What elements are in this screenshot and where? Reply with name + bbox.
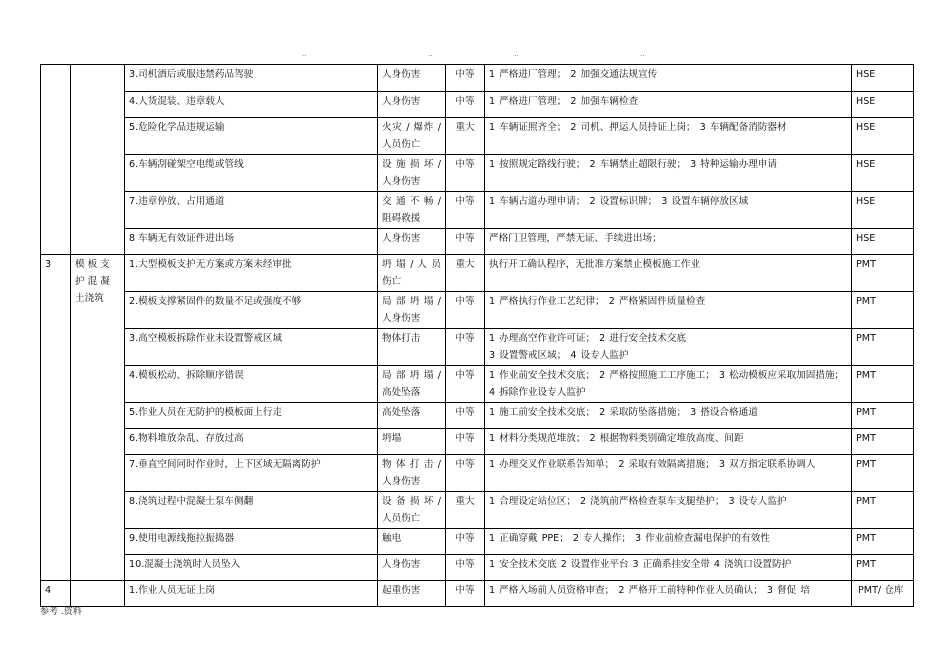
control-measures-cell: 1 车辆占道办理申请； 2 设置标识牌； 3 设置车辆停放区域 (485, 192, 852, 229)
table-row (41, 429, 914, 455)
control-measures-cell: 1 作业前安全技术交底； 2 严格按照施工工序施工； 3 松动模板应采取加固措施； 4 拆除作业设专人监护 (485, 366, 852, 403)
control-measures-cell: 1 施工前安全技术交底； 2 采取防坠落措施； 3 搭设合格通道 (485, 403, 852, 429)
header-mark: .. (640, 50, 645, 58)
hazard-cell: 7.违章停放、占用通道 (125, 192, 378, 229)
item-number-cell: 4 (41, 581, 71, 607)
table-row (41, 492, 914, 529)
table-row (41, 155, 914, 192)
hazard-cell: 1.大型模板支护无方案或方案未经审批 (125, 255, 378, 292)
accident-type-cell: 人身伤害 (378, 92, 446, 118)
table-row (41, 366, 914, 403)
hazard-cell: 7.垂直空间同时作业时，上下区域无隔离防护 (125, 455, 378, 492)
control-measures-cell: 1 严格进厂管理； 2 加强车辆检查 (485, 92, 852, 118)
control-measures-cell: 1 严格进厂管理； 2 加强交通法规宣传 (485, 65, 852, 92)
risk-level-cell: 中等 (446, 192, 485, 229)
table-row (41, 555, 914, 581)
header-mark: .. (514, 50, 519, 58)
hazard-cell: 3.司机酒后或服违禁药品驾驶 (125, 65, 378, 92)
responsible-dept-cell: PMT (852, 403, 914, 429)
table-row (41, 292, 914, 329)
header-marks (0, 50, 950, 58)
table-row (41, 455, 914, 492)
table-row (41, 255, 914, 292)
responsible-dept-cell: PMT/ 仓库 (852, 581, 914, 607)
accident-type-cell: 局 部 坍 塌 / 人身伤害 (378, 292, 446, 329)
control-measures-cell: 1 正确穿戴 PPE； 2 专人操作； 3 作业前检查漏电保护的有效性 (485, 529, 852, 555)
responsible-dept-cell: PMT (852, 255, 914, 292)
control-measures-cell: 1 车辆证照齐全； 2 司机、押运人员持证上岗； 3 车辆配备消防器材 (485, 118, 852, 155)
accident-type-cell: 火灾 / 爆炸 / 人员伤亡 (378, 118, 446, 155)
accident-type-cell: 设 施 损 坏 / 人身伤害 (378, 155, 446, 192)
accident-type-cell: 人身伤害 (378, 555, 446, 581)
risk-level-cell: 重大 (446, 118, 485, 155)
hazard-cell: 3.高空模板拆除作业未设置警戒区域 (125, 329, 378, 366)
accident-type-cell: 物体打击 (378, 329, 446, 366)
item-number-cell (41, 65, 71, 255)
risk-level-cell: 中等 (446, 229, 485, 255)
accident-type-cell: 物 体 打 击 / 人身伤害 (378, 455, 446, 492)
control-measures-cell: 1 安全技术交底 2 设置作业平台 3 正确系挂安全带 4 浇筑口设置防护 (485, 555, 852, 581)
section-name-cell (71, 65, 125, 255)
responsible-dept-cell: HSE (852, 92, 914, 118)
accident-type-cell: 人身伤害 (378, 65, 446, 92)
control-measures-cell: 1 合理设定站位区； 2 浇筑前严格检查泵车支腿垫护； 3 设专人监护 (485, 492, 852, 529)
control-measures-cell: 1 按照规定路线行驶； 2 车辆禁止超限行驶； 3 特种运输办理申请 (485, 155, 852, 192)
control-measures-cell: 1 严格执行作业工艺纪律； 2 严格紧固件质量检查 (485, 292, 852, 329)
hazard-cell: 6.物料堆放杂乱、存放过高 (125, 429, 378, 455)
responsible-dept-cell: HSE (852, 192, 914, 229)
header-mark: .. (428, 50, 433, 58)
responsible-dept-cell: HSE (852, 118, 914, 155)
control-measures-cell: 1 办理高空作业许可证； 2 进行安全技术交底 3 设置警戒区域； 4 设专人监护 (485, 329, 852, 366)
risk-level-cell: 中等 (446, 529, 485, 555)
control-measures-cell: 1 办理交叉作业联系告知单； 2 采取有效隔离措施； 3 双方指定联系协调人 (485, 455, 852, 492)
risk-level-cell: 中等 (446, 65, 485, 92)
hazard-cell: 1.作业人员无证上岗 (125, 581, 378, 607)
table-row (41, 192, 914, 229)
accident-type-cell: 局 部 坍 塌 / 高处坠落 (378, 366, 446, 403)
hazard-cell: 8.浇筑过程中混凝土泵车侧翻 (125, 492, 378, 529)
responsible-dept-cell: HSE (852, 229, 914, 255)
table-row (41, 529, 914, 555)
accident-type-cell: 高处坠落 (378, 403, 446, 429)
responsible-dept-cell: PMT (852, 292, 914, 329)
accident-type-cell: 坍 塌 / 人 员 伤亡 (378, 255, 446, 292)
control-measures-cell: 1 材料分类规范堆放； 2 根据物料类别确定堆放高度、间距 (485, 429, 852, 455)
responsible-dept-cell: PMT (852, 366, 914, 403)
accident-type-cell: 触电 (378, 529, 446, 555)
risk-level-cell: 中等 (446, 329, 485, 366)
accident-type-cell: 坍塌 (378, 429, 446, 455)
accident-type-cell: 设 备 损 坏 / 人员伤亡 (378, 492, 446, 529)
risk-table-body (41, 65, 914, 607)
hazard-cell: 8 车辆无有效证件进出场 (125, 229, 378, 255)
risk-level-cell: 中等 (446, 581, 485, 607)
risk-level-cell: 中等 (446, 92, 485, 118)
risk-level-cell: 中等 (446, 429, 485, 455)
header-mark: .. (302, 50, 307, 58)
hazard-cell: 4.人货混装、违章载人 (125, 92, 378, 118)
control-measures-cell: 执行开工确认程序，无批准方案禁止模板施工作业 (485, 255, 852, 292)
risk-level-cell: 中等 (446, 403, 485, 429)
risk-level-cell: 中等 (446, 366, 485, 403)
responsible-dept-cell: HSE (852, 155, 914, 192)
control-measures-cell: 1 严格入场前人员资格审查； 2 严格开工前特种作业人员确认； 3 督促 培 (485, 581, 852, 607)
responsible-dept-cell: PMT (852, 492, 914, 529)
table-row (41, 92, 914, 118)
hazard-cell: 5.作业人员在无防护的模板面上行走 (125, 403, 378, 429)
risk-level-cell: 中等 (446, 155, 485, 192)
table-row (41, 65, 914, 92)
risk-level-cell: 中等 (446, 455, 485, 492)
risk-level-cell: 重大 (446, 255, 485, 292)
hazard-cell: 10.混凝土浇筑时人员坠入 (125, 555, 378, 581)
hazard-cell: 5.危险化学品违规运输 (125, 118, 378, 155)
risk-level-cell: 重大 (446, 492, 485, 529)
section-name-cell: 模 板 支 护 混 凝 土浇筑 (71, 255, 125, 581)
accident-type-cell: 人身伤害 (378, 229, 446, 255)
table-row (41, 118, 914, 155)
risk-table (40, 64, 914, 607)
section-name-cell (71, 581, 125, 607)
accident-type-cell: 起重伤害 (378, 581, 446, 607)
responsible-dept-cell: HSE (852, 65, 914, 92)
item-number-cell: 3 (41, 255, 71, 581)
hazard-cell: 4.模板松动、拆除顺序错误 (125, 366, 378, 403)
hazard-cell: 2.模板支撑紧固件的数量不足或强度不够 (125, 292, 378, 329)
table-row (41, 329, 914, 366)
responsible-dept-cell: PMT (852, 555, 914, 581)
responsible-dept-cell: PMT (852, 329, 914, 366)
risk-level-cell: 中等 (446, 292, 485, 329)
responsible-dept-cell: PMT (852, 455, 914, 492)
responsible-dept-cell: PMT (852, 429, 914, 455)
table-row (41, 403, 914, 429)
page-footer: 参考 .资料 (40, 607, 82, 617)
responsible-dept-cell: PMT (852, 529, 914, 555)
accident-type-cell: 交 通 不 畅 / 阻碍救援 (378, 192, 446, 229)
hazard-cell: 6.车辆刮碰架空电缆或管线 (125, 155, 378, 192)
risk-level-cell: 中等 (446, 555, 485, 581)
table-row (41, 581, 914, 607)
table-row (41, 229, 914, 255)
control-measures-cell: 严格门卫管理，严禁无证、手续进出场； (485, 229, 852, 255)
hazard-cell: 9.使用电源线拖拉振捣器 (125, 529, 378, 555)
